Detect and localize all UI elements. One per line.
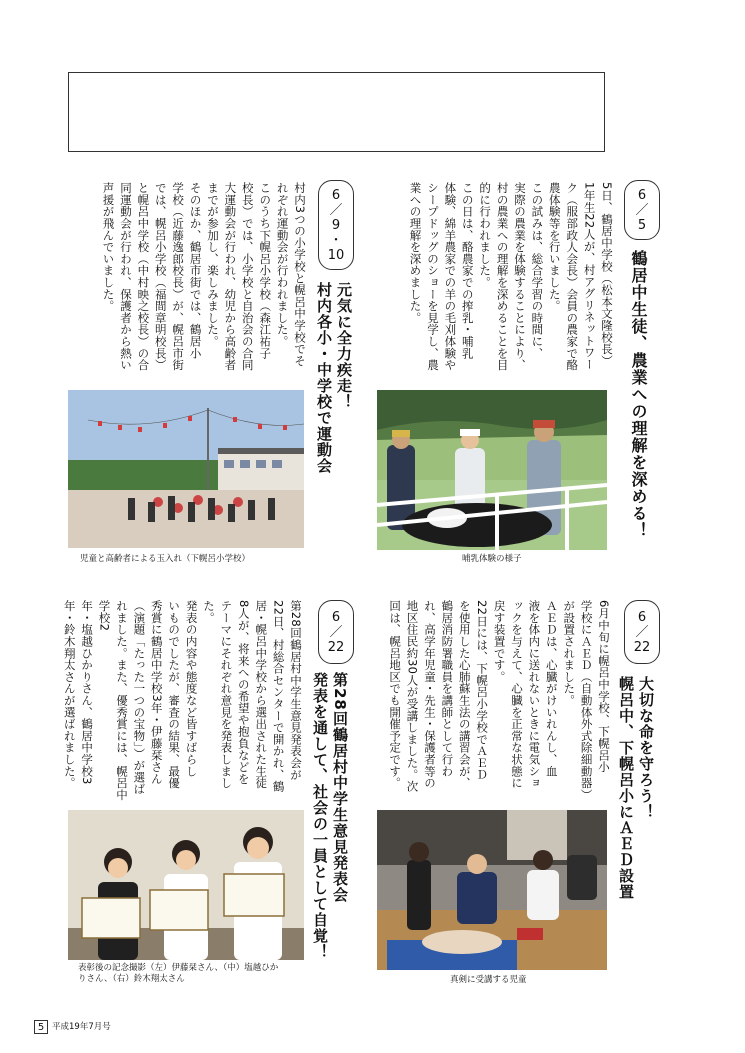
- sports-day-photo: [68, 390, 304, 548]
- headline-line-1: 第28回鶴居村中学生意見発表会: [331, 672, 349, 903]
- award-photo: [68, 810, 304, 960]
- article-4-date-badge: [318, 600, 354, 664]
- date-day: 5: [637, 217, 647, 233]
- date-sep: ／: [635, 624, 649, 640]
- date-sep: ／: [635, 202, 649, 218]
- date-month: 6: [331, 609, 341, 625]
- article-1-date-badge: [624, 180, 660, 240]
- date-sep: ／: [329, 624, 343, 640]
- headline-line-2: 幌呂中、下幌呂小にＡＥＤ設置: [617, 676, 635, 900]
- aed-training-caption: 真剣に受講する児童: [450, 975, 527, 985]
- article-3-headline: [616, 676, 656, 906]
- date-sep: ／: [329, 202, 343, 218]
- article-3-body: 6月中旬に幌呂中学校、下幌呂小 学校にＡＥＤ（自動体外式除細動器） が設置されました。 ＡＥＤは、心臓がけいれんし、血 液を体内に送れないときに電気ショ ックを与えて、心臓を正常な状態に 戻す装置です。 22日には、下幌呂小学校でＡＥＤ を使用した心肺蘇生法の講習会が、 鶴居消防署職員を講師として行わ れ、高学年児童・先生・保護者等の 地区住民約30人が受講しました。次 回は、幌呂地区でも開催予定です。: [388, 600, 611, 801]
- article-4-headline: [310, 672, 350, 1027]
- calf-feeding-photo: [377, 390, 607, 550]
- article-1-body: 5日、鶴居中学校（松本文隆校長） 1年生22人が、村アグリネットワー ク（服部政人会長）会員の農家で酪 農体験等を行いました。 この試みは、総合学習の時間に、 実際の農業を体験することにより、 村の農業への理解を深めることを目 的に行われました。 この日は、酪農家での搾乳・哺乳 体験、綿羊農家での羊の毛刈体験や シープドッグのショーを見学し、農 業への理解を深めました。: [408, 182, 614, 371]
- article-2-headline: [314, 282, 354, 482]
- award-caption-line-1: 表彰後の記念撮影（左）伊藤栞さん、（中）塩越ひか: [78, 963, 279, 973]
- article-4-body: 第28回鶴居村中学生意見発表会が 22日、村総合センターで開かれ、鶴 居・幌呂中学校から選出された生徒 8人が、将来への希望や抱負などを テーマにそれぞれ意見を発表しまし た。 発表の内容や態度など皆すばらし いものでしたが、審査の結果、最優 秀賞に鶴居中学校3年・伊藤栞さん （演題「たった一つの宝物」）が選ば れました。また、優秀賞には、幌呂中学校2 年・塩越ひかりさん、鶴居中学校3 年・鈴木翔太さんが選ばれました。: [62, 600, 303, 801]
- date-sep-2: ・: [329, 232, 343, 248]
- headline-line-2: 村内各小・中学校で運動会: [315, 282, 333, 474]
- top-banner-frame: [68, 72, 605, 152]
- sports-day-caption: 児童と高齢者による玉入れ（下幌呂小学校）: [80, 554, 251, 564]
- calf-feeding-caption: 哺乳体験の様子: [462, 554, 522, 564]
- headline-line-1: 大切な命を守ろう！: [637, 676, 655, 820]
- award-caption: [78, 963, 278, 985]
- date-month: 6: [637, 187, 647, 203]
- headline-line-2: 発表を通して、社会の一員として自覚！: [311, 672, 329, 960]
- date-day-2: 10: [327, 247, 345, 263]
- headline-line-1: 元気に全力疾走！: [335, 282, 353, 410]
- date-day: 9: [331, 217, 341, 233]
- article-2-body: 村内3つの小学校と幌呂中学校でそ れぞれ運動会が行われました。 このうち下幌呂小学校（森江祐子 校長）では、小学校と自治会の合同 大運動会が行われ、幼児から高齢者 までが参加し、楽しみました。 そのほか、鶴居市街では、鶴居小 学校（近藤逸郎校長）が、幌呂市街 では、幌呂小学校（福間章明校長） と幌呂中学校（中村映之校長）の合 同運動会が行われ、保護者から熱い 声援が飛んでいました。: [101, 182, 307, 371]
- article-3-date-badge: [624, 600, 660, 664]
- date-day: 22: [327, 639, 345, 655]
- date-month: 6: [637, 609, 647, 625]
- page-number: 5: [34, 1020, 48, 1034]
- date-day: 22: [633, 639, 651, 655]
- article-1-headline: 鶴居中生徒、農業への理解を深める！: [629, 250, 648, 539]
- aed-training-photo: [377, 810, 607, 970]
- issue-label: 平成19年7月号: [52, 1022, 111, 1032]
- article-2-date-badge: [318, 180, 354, 270]
- date-month: 6: [331, 187, 341, 203]
- award-caption-line-2: りさん、（右）鈴木翔太さん: [78, 974, 185, 984]
